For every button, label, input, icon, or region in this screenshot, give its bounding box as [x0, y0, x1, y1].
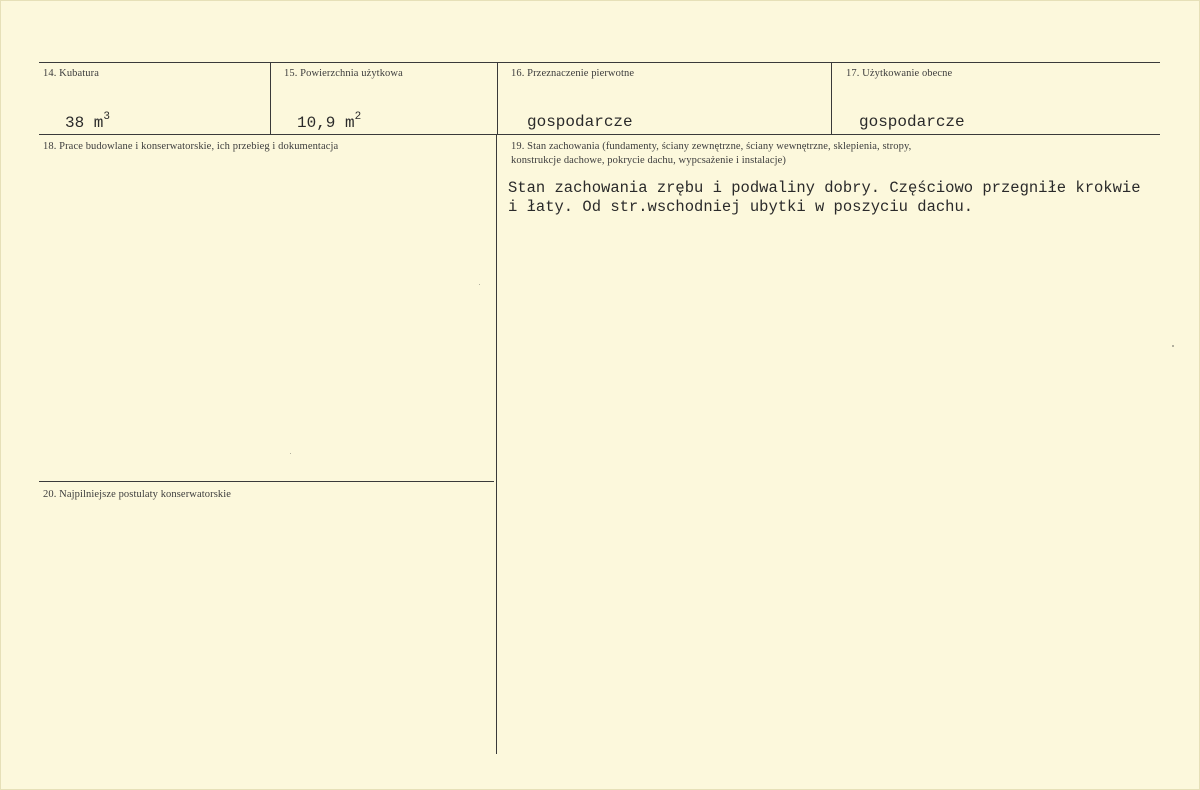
divider-14-15 [270, 63, 271, 134]
field-18-label: 18. Prace budowlane i konserwatorskie, ich przebieg i dokumentacja [43, 141, 339, 152]
field-19-text-line2: i łaty. Od str.wschodniej ubytki w poszyciu dachu. [508, 198, 974, 216]
field-19-text-line1: Stan zachowania zrębu i podwaliny dobry. Częściowo przegniłe krokwie [508, 179, 1141, 197]
field-14-value-text: 38 m [65, 114, 104, 132]
divider-main [496, 135, 497, 754]
paper-speck [479, 284, 480, 285]
top-rule [39, 62, 1160, 63]
field-14-label: 14. Kubatura [43, 68, 100, 79]
field-15-label: 15. Powierzchnia użytkowa [284, 68, 403, 79]
field-19-label-line1: 19. Stan zachowania (fundamenty, ściany zewnętrzne, ściany wewnętrzne, sklepienia, stropy, [511, 141, 912, 152]
paper-speck [290, 453, 291, 454]
row1-bottom-rule [39, 134, 1160, 135]
field-17-value: gospodarcze [859, 113, 965, 131]
field-16-label: 16. Przeznaczenie pierwotne [511, 68, 635, 79]
field-20-label: 20. Najpilniejsze postulaty konserwatorskie [43, 489, 232, 500]
field-19-label-line2: konstrukcje dachowe, pokrycie dachu, wypcsażenie i instalacje) [511, 155, 787, 166]
paper-speck [1172, 345, 1174, 347]
field-15-value-exponent: 2 [354, 111, 362, 123]
section-18-20-rule [39, 481, 494, 482]
divider-16-17 [831, 63, 832, 134]
divider-15-16 [497, 63, 498, 134]
field-15-value [297, 111, 361, 132]
field-15-value-text: 10,9 m [297, 114, 355, 132]
field-14-value [65, 111, 110, 132]
field-17-label: 17. Użytkowanie obecne [846, 68, 953, 79]
field-16-value: gospodarcze [527, 113, 633, 131]
field-14-value-exponent: 3 [103, 111, 111, 123]
